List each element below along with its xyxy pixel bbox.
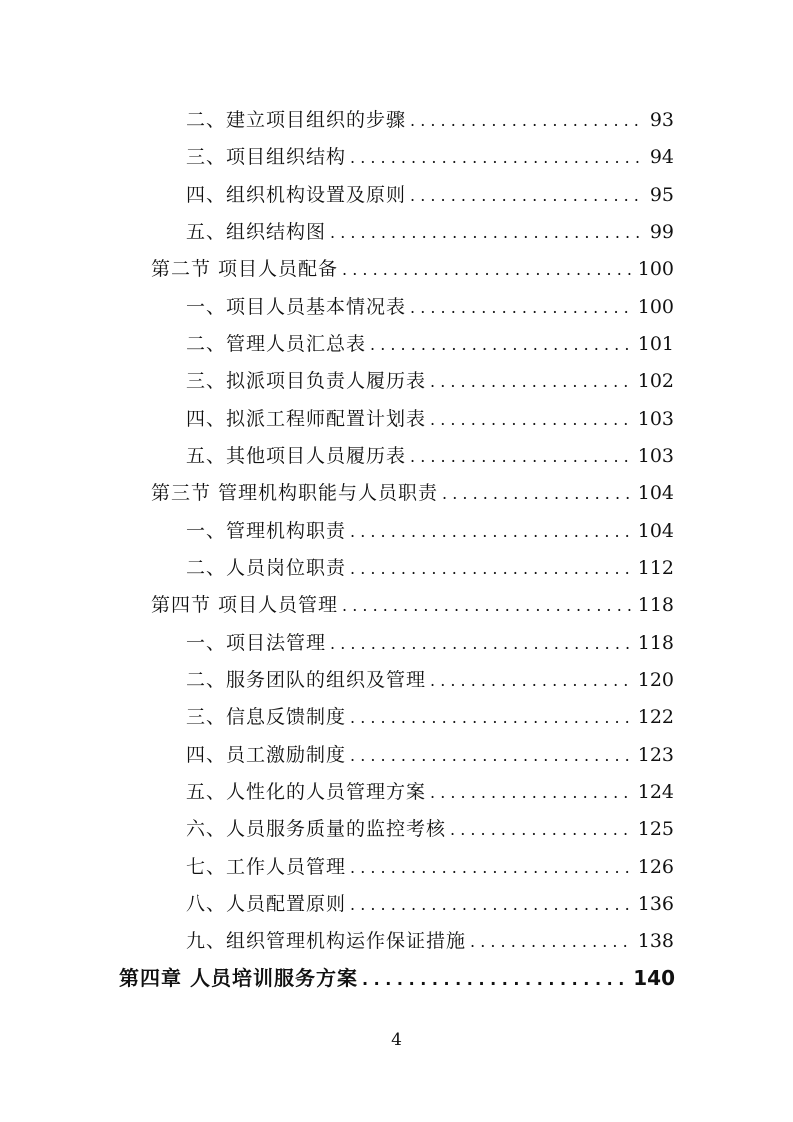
toc-section-entry[interactable] — [151, 475, 674, 511]
toc-dot-leader — [350, 700, 634, 736]
toc-entry-title: 四、员工激励制度 — [186, 744, 347, 766]
toc-entry[interactable] — [186, 438, 674, 474]
toc-entry-page: 101 — [637, 333, 674, 355]
toc-dot-leader — [350, 140, 640, 176]
toc-entry-page: 125 — [637, 818, 674, 840]
toc-entry[interactable] — [186, 550, 674, 586]
toc-entry-title: 二、人员岗位职责 — [186, 557, 347, 579]
toc-dot-leader — [410, 439, 634, 475]
toc-entry-page: 100 — [637, 258, 674, 280]
toc-dot-leader — [370, 327, 634, 363]
toc-entry[interactable] — [186, 326, 674, 362]
toc-entry[interactable] — [186, 811, 674, 847]
toc-entry-title: 五、其他项目人员履历表 — [186, 445, 407, 467]
toc-entry[interactable] — [186, 774, 674, 810]
toc-dot-leader — [410, 103, 640, 139]
toc-chapter-entry[interactable] — [119, 960, 675, 996]
toc-entry-page: 123 — [637, 744, 674, 766]
toc-dot-leader — [330, 626, 634, 662]
toc-entry-title: 五、人性化的人员管理方案 — [186, 781, 427, 803]
toc-dot-leader — [430, 402, 634, 438]
toc-entry-page: 95 — [649, 184, 674, 206]
toc-dot-leader — [470, 924, 634, 960]
toc-entry-page: 103 — [637, 408, 674, 430]
toc-entry-page: 99 — [649, 221, 674, 243]
toc-entry[interactable] — [186, 737, 674, 773]
toc-entry[interactable] — [186, 401, 674, 437]
toc-dot-leader — [350, 514, 634, 550]
toc-entry-page: 136 — [637, 893, 674, 915]
toc-entry-title: 三、项目组织结构 — [186, 146, 347, 168]
toc-entry-title: 五、组织结构图 — [186, 221, 327, 243]
toc-entry[interactable] — [186, 102, 674, 138]
toc-section-entry[interactable] — [151, 251, 674, 287]
toc-entry-title: 第二节 项目人员配备 — [151, 258, 339, 280]
toc-entry-title: 三、拟派项目负责人履历表 — [186, 370, 427, 392]
toc-entry[interactable] — [186, 363, 674, 399]
toc-entry[interactable] — [186, 923, 674, 959]
toc-dot-leader — [450, 812, 634, 848]
toc-entry-title: 三、信息反馈制度 — [186, 706, 347, 728]
toc-entry-page: 120 — [637, 669, 674, 691]
toc-dot-leader — [342, 588, 634, 624]
toc-entry[interactable] — [186, 886, 674, 922]
toc-entry-page: 104 — [637, 520, 674, 542]
toc-dot-leader — [410, 290, 634, 326]
toc-dot-leader — [330, 215, 640, 251]
toc-dot-leader — [430, 663, 634, 699]
toc-entry-page: 122 — [637, 706, 674, 728]
toc-entry-page: 126 — [637, 856, 674, 878]
toc-entry-title: 二、建立项目组织的步骤 — [186, 109, 407, 131]
toc-entry-page: 104 — [637, 482, 674, 504]
toc-entry[interactable] — [186, 849, 674, 885]
toc-entry-title: 一、项目法管理 — [186, 632, 327, 654]
toc-dot-leader — [410, 178, 640, 214]
toc-dot-leader — [350, 551, 634, 587]
toc-dot-leader — [430, 364, 634, 400]
toc-dot-leader — [442, 476, 634, 512]
toc-entry-title: 第四节 项目人员管理 — [151, 594, 339, 616]
toc-entry[interactable] — [186, 625, 674, 661]
toc-entry-title: 第四章 人员培训服务方案 — [119, 966, 358, 990]
toc-entry-page: 112 — [637, 557, 674, 579]
toc-entry-page: 118 — [637, 594, 674, 616]
toc-entry-title: 四、拟派工程师配置计划表 — [186, 408, 427, 430]
toc-entry-title: 一、管理机构职责 — [186, 520, 347, 542]
toc-entry-title: 四、组织机构设置及原则 — [186, 184, 407, 206]
toc-entry-title: 二、服务团队的组织及管理 — [186, 669, 427, 691]
toc-entry-page: 93 — [649, 109, 674, 131]
toc-entry-title: 第三节 管理机构职能与人员职责 — [151, 482, 439, 504]
toc-entry-page: 100 — [637, 296, 674, 318]
toc-entry-page: 138 — [637, 930, 674, 952]
toc-dot-leader — [350, 738, 634, 774]
toc-entry-title: 六、人员服务质量的监控考核 — [186, 818, 447, 840]
toc-dot-leader — [362, 962, 629, 998]
toc-entry-page: 103 — [637, 445, 674, 467]
toc-entry-title: 一、项目人员基本情况表 — [186, 296, 407, 318]
toc-dot-leader — [350, 850, 634, 886]
toc-entry[interactable] — [186, 699, 674, 735]
toc-entry[interactable] — [186, 513, 674, 549]
toc-entry-page: 118 — [637, 632, 674, 654]
toc-entry-page: 124 — [637, 781, 674, 803]
toc-entry[interactable] — [186, 139, 674, 175]
toc-dot-leader — [342, 252, 634, 288]
page-number: 4 — [391, 1030, 402, 1050]
toc-dot-leader — [430, 775, 634, 811]
toc-entry[interactable] — [186, 177, 674, 213]
toc-entry-title: 七、工作人员管理 — [186, 856, 347, 878]
toc-entry-page: 140 — [633, 966, 675, 990]
toc-entry[interactable] — [186, 289, 674, 325]
toc-dot-leader — [350, 887, 634, 923]
toc-entry[interactable] — [186, 662, 674, 698]
toc-section-entry[interactable] — [151, 587, 674, 623]
toc-entry-title: 九、组织管理机构运作保证措施 — [186, 930, 467, 952]
toc-entry-title: 二、管理人员汇总表 — [186, 333, 367, 355]
toc-entry-page: 102 — [637, 370, 674, 392]
toc-entry-title: 八、人员配置原则 — [186, 893, 347, 915]
toc-entry[interactable] — [186, 214, 674, 250]
toc-entry-page: 94 — [649, 146, 674, 168]
